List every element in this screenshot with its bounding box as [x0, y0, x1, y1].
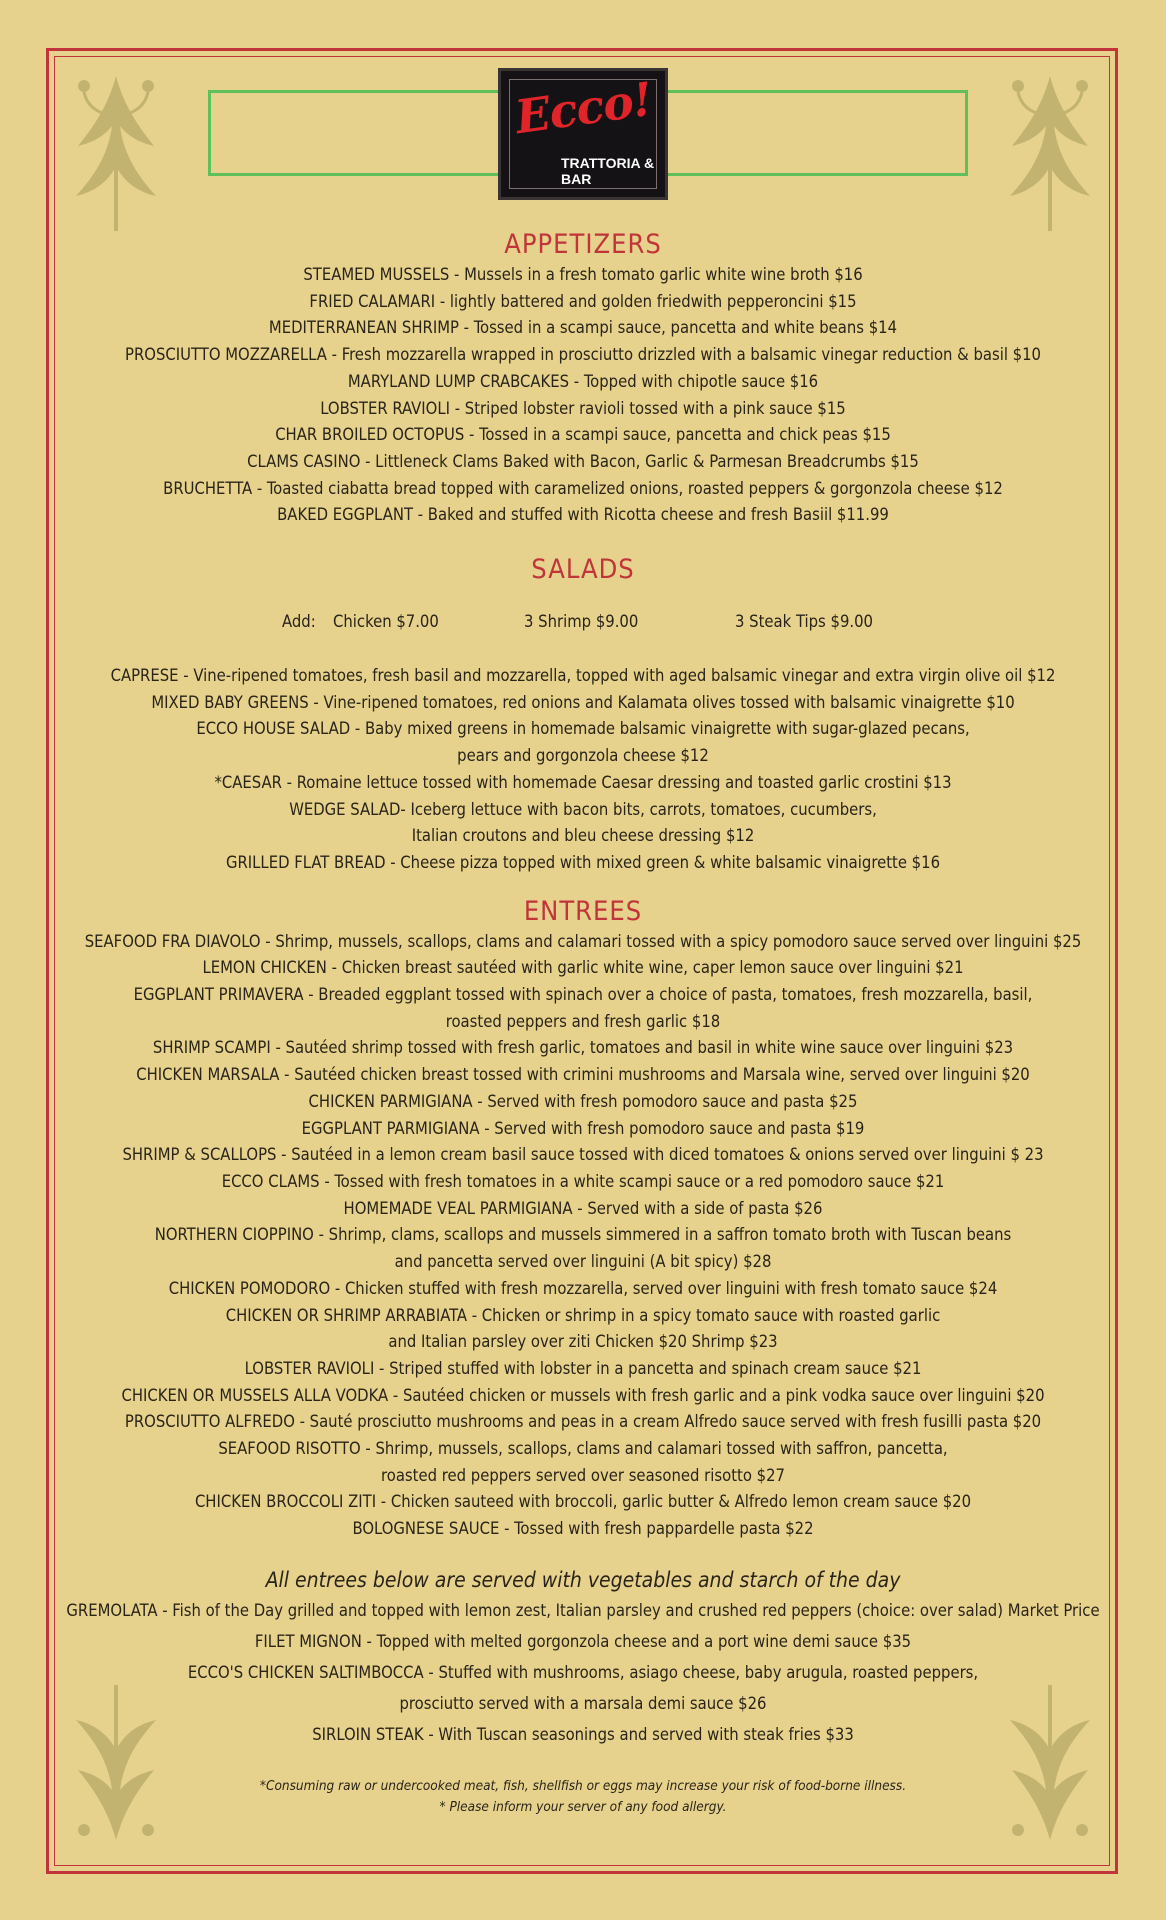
logo-subtitle: TRATTORIA & BAR — [561, 155, 655, 187]
menu-item: LEMON CHICKEN - Chicken breast sautéed with garlic white wine, caper lemon sauce over linguini $21 — [202, 958, 964, 978]
menu-item: ECCO CLAMS - Tossed with fresh tomatoes in a white scampi sauce or a red pomodoro sauce $21 — [221, 1171, 945, 1191]
menu-item: BAKED EGGPLANT - Baked and stuffed with Ricotta cheese and fresh Basiil $11.99 — [277, 505, 889, 525]
menu-item: CHAR BROILED OCTOPUS - Tossed in a scampi sauce, pancetta and chick peas $15 — [275, 425, 891, 445]
menu-item: BOLOGNESE SAUCE - Tossed with fresh pappardelle pasta $22 — [352, 1519, 814, 1539]
menu-item-continued: roasted red peppers served over seasoned risotto $27 — [381, 1465, 785, 1485]
menu-item: LOBSTER RAVIOLI - Striped stuffed with lobster in a pancetta and spinach cream sauce $21 — [244, 1358, 922, 1378]
disclaimer-line: * Please inform your server of any food allergy. — [439, 1798, 727, 1815]
menu-item: MIXED BABY GREENS - Vine-ripened tomatoes, red onions and Kalamata olives tossed with balsamic vinaigrette $10 — [151, 692, 1015, 712]
menu-item: PROSCIUTTO MOZZARELLA - Fresh mozzarella wrapped in prosciutto drizzled with a balsamic vinegar reduction & basil $10 — [125, 345, 1041, 365]
menu-item-continued: roasted peppers and fresh garlic $18 — [445, 1011, 721, 1031]
menu-item: SHRIMP & SCALLOPS - Sautéed in a lemon cream basil sauce tossed with diced tomatoes & onions served over linguini $ 23 — [122, 1145, 1044, 1165]
addon-label: Add: — [282, 612, 316, 632]
menu-item: NORTHERN CIOPPINO - Shrimp, clams, scallops and mussels simmered in a saffron tomato broth with Tuscan beans — [154, 1225, 1012, 1245]
menu-item: EGGPLANT PARMIGIANA - Served with fresh pomodoro sauce and pasta $19 — [301, 1118, 865, 1138]
menu-item: SHRIMP SCAMPI - Sautéed shrimp tossed with fresh garlic, tomatoes and basil in white wine sauce over linguini $23 — [152, 1038, 1014, 1058]
menu-item: CHICKEN OR SHRIMP ARRABIATA - Chicken or shrimp in a spicy tomato sauce with roasted garlic — [225, 1305, 941, 1325]
menu-item: GREMOLATA - Fish of the Day grilled and topped with lemon zest, Italian parsley and crushed red peppers (choice: over salad) Market Price — [66, 1600, 1100, 1620]
menu-item: CLAMS CASINO - Littleneck Clams Baked with Bacon, Garlic & Parmesan Breadcrumbs $15 — [247, 451, 919, 471]
disclaimer-line: *Consuming raw or undercooked meat, fish, shellfish or eggs may increase your risk of food-borne illness. — [259, 1777, 907, 1794]
addon-option: Chicken $7.00 — [333, 612, 439, 632]
menu-item: CHICKEN BROCCOLI ZITI - Chicken sauteed with broccoli, garlic butter & Alfredo lemon cream sauce $20 — [194, 1492, 972, 1512]
menu-item: HOMEMADE VEAL PARMIGIANA - Served with a side of pasta $26 — [343, 1198, 823, 1218]
menu-item: FILET MIGNON - Topped with melted gorgonzola cheese and a port wine demi sauce $35 — [254, 1631, 912, 1651]
menu-item-continued: and Italian parsley over ziti Chicken $20 Shrimp $23 — [388, 1332, 778, 1352]
served-with-list — [60, 1595, 1106, 1750]
menu-item: STEAMED MUSSELS - Mussels in a fresh tomato garlic white wine broth $16 — [303, 265, 863, 284]
menu-item: LOBSTER RAVIOLI - Striped lobster ravioli tossed with a pink sauce $15 — [320, 398, 846, 418]
menu-item: CHICKEN MARSALA - Sautéed chicken breast tossed with crimini mushrooms and Marsala wine, served over linguini $20 — [136, 1065, 1030, 1085]
logo-script-text: Ecco! — [511, 71, 656, 145]
menu-item: CHICKEN OR MUSSELS ALLA VODKA - Sautéed chicken or mussels with fresh garlic and a pink vodka sauce over linguini $20 — [121, 1385, 1045, 1405]
menu-item: GRILLED FLAT BREAD - Cheese pizza topped with mixed green & white balsamic vinaigrette $16 — [225, 852, 941, 872]
salads-heading: SALADS — [531, 554, 635, 586]
menu-item: PROSCIUTTO ALFREDO - Sauté prosciutto mushrooms and peas in a cream Alfredo sauce served with fresh fusilli pasta $20 — [124, 1412, 1042, 1432]
addon-option: 3 Steak Tips $9.00 — [735, 612, 873, 632]
footer-disclaimer — [60, 1776, 1106, 1818]
menu-item: MEDITERRANEAN SHRIMP - Tossed in a scampi sauce, pancetta and white beans $14 — [268, 318, 898, 338]
addon-option: 3 Shrimp $9.00 — [524, 612, 639, 632]
menu-item-continued: and pancetta served over linguini (A bit spicy) $28 — [394, 1252, 772, 1272]
menu-item: CHICKEN POMODORO - Chicken stuffed with fresh mozzarella, served over linguini with fresh tomato sauce $24 — [168, 1278, 998, 1298]
menu-item: BRUCHETTA - Toasted ciabatta bread topped with caramelized onions, roasted peppers & gorgonzola cheese $12 — [163, 478, 1003, 498]
menu-item-continued: pears and gorgonzola cheese $12 — [457, 746, 709, 766]
appetizers-list — [60, 262, 1106, 529]
menu-item: SIRLOIN STEAK - With Tuscan seasonings and served with steak fries $33 — [312, 1724, 854, 1744]
menu-item-continued: prosciutto served with a marsala demi sauce $26 — [399, 1693, 767, 1713]
menu-item-continued: Italian croutons and bleu cheese dressing $12 — [411, 826, 755, 846]
menu-item: EGGPLANT PRIMAVERA - Breaded eggplant tossed with spinach over a choice of pasta, tomatoes, fresh mozzarella, basil, — [133, 985, 1033, 1005]
appetizers-heading: APPETIZERS — [504, 229, 662, 260]
menu-item: ECCO'S CHICKEN SALTIMBOCCA - Stuffed with mushrooms, asiago cheese, baby arugula, roasted peppers, — [187, 1662, 979, 1682]
menu-item: CAPRESE - Vine-ripened tomatoes, fresh basil and mozzarella, topped with aged balsamic vinegar and extra virgin olive oil $12 — [110, 666, 1056, 686]
leaf-ornament-top-left — [64, 66, 168, 236]
restaurant-logo — [498, 68, 668, 200]
served-with-heading: All entrees below are served with vegetables and starch of the day — [265, 1567, 901, 1592]
menu-item: WEDGE SALAD- Iceberg lettuce with bacon bits, carrots, tomatoes, cucumbers, — [289, 799, 877, 819]
entrees-list — [60, 929, 1106, 1543]
leaf-ornament-top-right — [998, 66, 1102, 236]
menu-item: SEAFOOD RISOTTO - Shrimp, mussels, scallops, clams and calamari tossed with saffron, pancetta, — [218, 1439, 948, 1459]
menu-item: SEAFOOD FRA DIAVOLO - Shrimp, mussels, scallops, clams and calamari tossed with a spicy pomodoro sauce served over linguini $25 — [84, 931, 1082, 951]
entrees-heading: ENTREES — [523, 895, 643, 927]
menu-item: CHICKEN PARMIGIANA - Served with fresh pomodoro sauce and pasta $25 — [308, 1091, 858, 1111]
salads-list — [60, 663, 1106, 877]
menu-content — [60, 228, 1106, 1818]
menu-item: ECCO HOUSE SALAD - Baby mixed greens in homemade balsamic vinaigrette with sugar-glazed pecans, — [196, 719, 970, 739]
salad-addons — [60, 609, 1106, 635]
menu-item: MARYLAND LUMP CRABCAKES - Topped with chipotle sauce $16 — [347, 371, 819, 391]
menu-item: *CAESAR - Romaine lettuce tossed with homemade Caesar dressing and toasted garlic crostini $13 — [214, 772, 952, 792]
menu-item: FRIED CALAMARI - lightly battered and golden friedwith pepperoncini $15 — [309, 291, 857, 311]
